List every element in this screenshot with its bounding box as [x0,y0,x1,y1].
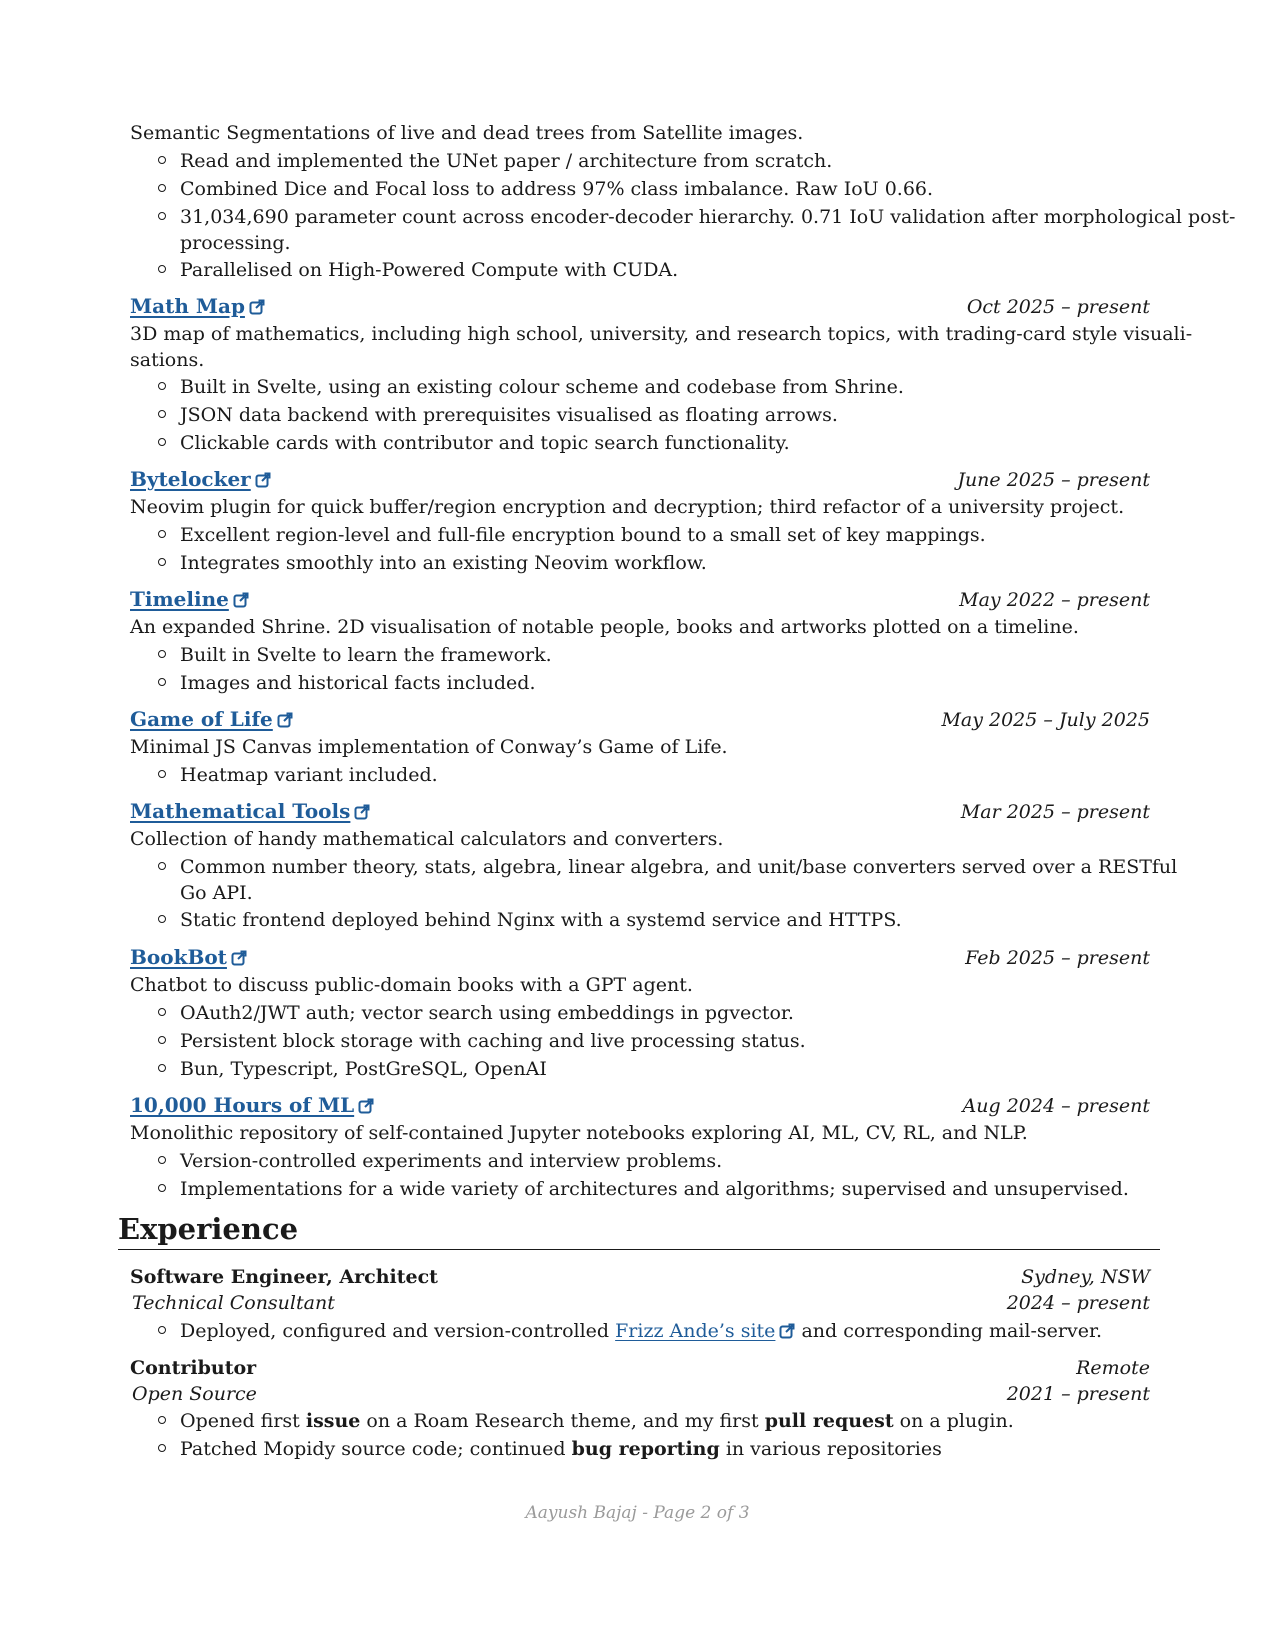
project-date: Oct 2025 – present [966,296,1150,318]
external-link-icon [358,1098,374,1114]
list-item: Heatmap variant included. [180,764,438,786]
bullet-icon [158,862,166,870]
bullet-icon [158,650,166,658]
project-date: May 2022 – present [959,589,1150,611]
project-date: Mar 2025 – present [960,801,1150,823]
list-item: Read and implemented the UNet paper / architecture from scratch. [180,150,833,172]
list-item: Implementations for a wide variety of architectures and algorithms; supervised and unsupervised. [180,1178,1129,1200]
bullet-icon [158,1156,166,1164]
job-dates: 2024 – present [1006,1292,1150,1314]
project-date: May 2025 – July 2025 [941,709,1150,731]
external-link-icon [249,299,265,315]
job-location: Sydney, NSW [1021,1266,1150,1288]
list-item: Images and historical facts included. [180,672,536,694]
project-description: Minimal JS Canvas implementation of Conway’s Game of Life. [130,736,728,758]
bullet-icon [158,212,166,220]
list-item-continuation: processing. [180,232,291,254]
project-description: Neovim plugin for quick buffer/region encryption and decryption; third refactor of a university project. [130,496,1125,518]
list-item: Excellent region-level and full-file encryption bound to a small set of key mappings. [180,524,986,546]
bullet-icon [158,1184,166,1192]
project-date: Aug 2024 – present [962,1095,1150,1117]
job-role: Software Engineer, Architect [130,1266,438,1288]
project-date: June 2025 – present [957,469,1150,491]
bullet-icon [158,1326,166,1334]
list-item: OAuth2/JWT auth; vector search using embeddings in pgvector. [180,1002,794,1024]
bullet-icon [158,530,166,538]
project-title-link[interactable]: Mathematical Tools [130,798,370,824]
bullet-icon [158,1064,166,1072]
bullet-icon [158,184,166,192]
external-link-icon [779,1323,795,1339]
bullet-icon [158,1036,166,1044]
project-title-link[interactable]: Math Map [130,293,265,319]
job-dates: 2021 – present [1006,1383,1150,1405]
bullet-icon [158,382,166,390]
external-link-icon [277,712,293,728]
frizz-ande-site-link[interactable]: Frizz Ande’s site [615,1320,795,1342]
list-item: Integrates smoothly into an existing Neovim workflow. [180,552,707,574]
section-rule [118,1249,1160,1250]
project-description: Semantic Segmentations of live and dead trees from Satellite images. [130,122,804,144]
list-item-continuation: Go API. [180,882,253,904]
list-item: Clickable cards with contributor and topic search functionality. [180,432,790,454]
list-item: Static frontend deployed behind Nginx with a systemd service and HTTPS. [180,909,902,931]
bullet-icon [158,1416,166,1424]
job-location: Remote [1076,1357,1150,1379]
project-description: 3D map of mathematics, including high school, university, and research topics, with trading-card style visuali- [130,323,1193,345]
list-item: Combined Dice and Focal loss to address 97% class imbalance. Raw IoU 0.66. [180,178,934,200]
bullet-icon [158,1008,166,1016]
list-item: Parallelised on High-Powered Compute with CUDA. [180,259,679,281]
bullet-icon [158,1444,166,1452]
list-item: Opened first issue on a Roam Research theme, and my first pull request on a plugin. [180,1410,1014,1432]
list-item: 31,034,690 parameter count across encoder-decoder hierarchy. 0.71 IoU validation after morphological post- [180,206,1236,228]
project-description-continuation: sations. [130,349,205,371]
project-description: An expanded Shrine. 2D visualisation of notable people, books and artworks plotted on a timeline. [130,616,1079,638]
job-role: Contributor [130,1357,257,1379]
external-link-icon [354,804,370,820]
project-description: Monolithic repository of self-contained Jupyter notebooks exploring AI, ML, CV, RL, and NLP. [130,1122,1028,1144]
bullet-icon [158,265,166,273]
section-heading-experience: Experience [118,1212,299,1246]
project-title-link[interactable]: Game of Life [130,706,293,732]
list-item: Built in Svelte, using an existing colour scheme and codebase from Shrine. [180,376,904,398]
list-item: Version-controlled experiments and interview problems. [180,1150,723,1172]
page-footer: Aayush Bajaj - Page 2 of 3 [525,1503,750,1523]
bullet-icon [158,410,166,418]
bullet-icon [158,438,166,446]
list-item: JSON data backend with prerequisites visualised as floating arrows. [180,404,838,426]
bullet-icon [158,156,166,164]
project-description: Chatbot to discuss public-domain books with a GPT agent. [130,974,693,996]
external-link-icon [255,472,271,488]
job-organisation: Open Source [132,1383,257,1405]
bullet-icon [158,678,166,686]
project-title-link[interactable]: 10,000 Hours of ML [130,1092,374,1118]
project-title-link[interactable]: Bytelocker [130,466,271,492]
project-date: Feb 2025 – present [965,947,1150,969]
bullet-icon [158,770,166,778]
list-item: Bun, Typescript, PostGreSQL, OpenAI [180,1058,547,1080]
project-description: Collection of handy mathematical calculators and converters. [130,828,724,850]
bullet-icon [158,915,166,923]
list-item: Deployed, configured and version-controlled Frizz Ande’s site and corresponding mail-server. [180,1320,1103,1342]
bullet-icon [158,558,166,566]
list-item: Common number theory, stats, algebra, linear algebra, and unit/base converters served over a RESTful [180,856,1178,878]
project-title-link[interactable]: Timeline [130,586,249,612]
external-link-icon [233,592,249,608]
list-item: Persistent block storage with caching and live processing status. [180,1030,806,1052]
list-item: Built in Svelte to learn the framework. [180,644,552,666]
job-organisation: Technical Consultant [132,1292,335,1314]
project-title-link[interactable]: BookBot [130,944,247,970]
external-link-icon [231,950,247,966]
list-item: Patched Mopidy source code; continued bug reporting in various repositories [180,1438,942,1460]
